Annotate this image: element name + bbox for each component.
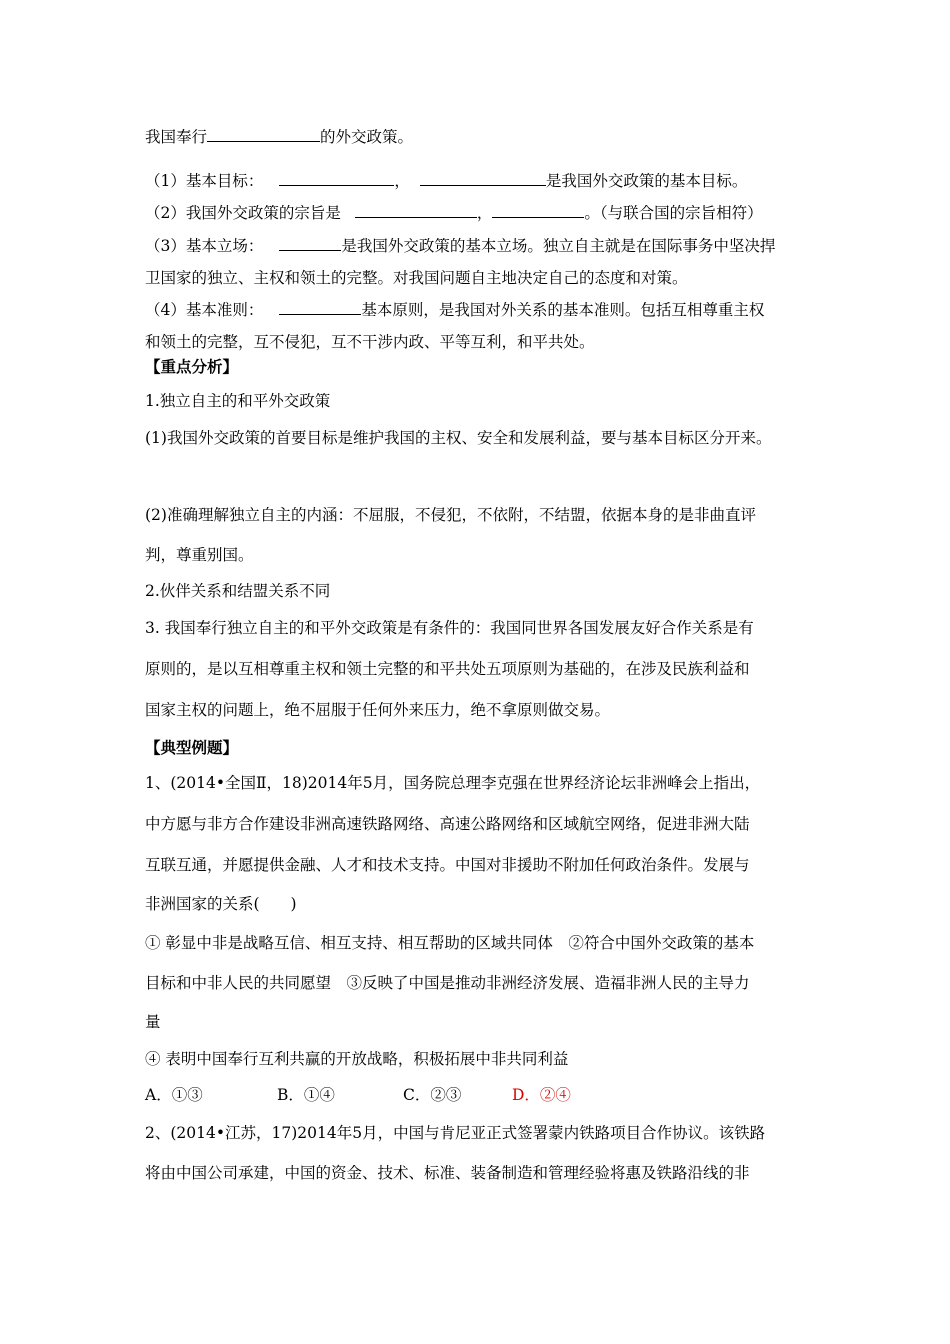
purpose-label: （2）我国外交政策的宗旨是 [145, 204, 341, 222]
stance-label: （3）基本立场： [145, 237, 264, 255]
basic-goal-suffix: 是我国外交政策的基本目标。 [545, 172, 748, 190]
question-2-line-2: 将由中国公司承建，中国的资金、技术、标准、装备制造和管理经验将惠及铁路沿线的非 [145, 1164, 750, 1182]
basic-goal-sep: ， [394, 172, 410, 190]
question-1-statement-line-4: ④ 表明中国奉行互利共赢的开放战略，积极拓展中非共同利益 [145, 1050, 569, 1068]
principle-line-1 [145, 300, 764, 320]
intro-blank[interactable] [207, 127, 320, 142]
question-1-line-2: 中方愿与非方合作建设非洲高速铁路网络、高速公路网络和区域航空网络，促进非洲大陆 [145, 815, 750, 833]
stance-blank[interactable] [279, 236, 341, 251]
purpose-sep: ， [476, 204, 493, 222]
key-point-3-line-2: 原则的，是以互相尊重主权和领土完整的和平共处五项原则为基础的，在涉及民族利益和 [145, 660, 750, 678]
basic-goal-blank-1[interactable] [279, 171, 394, 186]
purpose-blank-1[interactable] [355, 203, 477, 218]
key-point-1-b-line-1: (2)准确理解独立自主的内涵：不屈服，不侵犯，不依附，不结盟，依据本身的是非曲直评 [145, 506, 756, 524]
intro-line [145, 127, 413, 147]
question-2-line-1: 2、(2014•江苏，17)2014年5月，中国与肯尼亚正式签署蒙内铁路项目合作协议。该铁路 [145, 1124, 766, 1142]
basic-goal-label: （1）基本目标： [145, 172, 264, 190]
key-point-3-line-1: 3. 我国奉行独立自主的和平外交政策是有条件的：我国同世界各国发展友好合作关系是有 [145, 619, 754, 637]
intro-prefix: 我国奉行 [145, 128, 208, 146]
stance-suffix: 是我国外交政策的基本立场。独立自主就是在国际事务中坚决捍 [341, 237, 776, 255]
key-point-1-title: 1.独立自主的和平外交政策 [145, 392, 331, 410]
purpose-suffix: 。（与联合国的宗旨相符） [584, 204, 763, 222]
key-point-3-line-3: 国家主权的问题上，绝不屈服于任何外来压力，绝不拿原则做交易。 [145, 701, 611, 719]
question-1-statement-line-1: ① 彰显中非是战略互信、相互支持、相互帮助的区域共同体 ②符合中国外交政策的基本 [145, 934, 755, 952]
question-1-line-4: 非洲国家的关系( ) [145, 895, 297, 913]
purpose-blank-2[interactable] [492, 203, 584, 218]
question-1-line-1: 1、(2014•全国Ⅱ，18)2014年5月，国务院总理李克强在世界经济论坛非洲峰会上指出， [145, 774, 761, 792]
principle-blank[interactable] [279, 300, 361, 315]
principle-line-2: 和领土的完整，互不侵犯，互不干涉内政、平等互利，和平共处。 [145, 333, 595, 351]
stance-line-2: 卫国家的独立、主权和领土的完整。对我国问题自主地决定自己的态度和对策。 [145, 269, 688, 287]
basic-goal-line [145, 171, 747, 191]
question-1-statement-line-2: 目标和中非人民的共同愿望 ③反映了中国是推动非洲经济发展、造福非洲人民的主导力 [145, 974, 750, 992]
purpose-line [145, 203, 763, 223]
basic-goal-blank-2[interactable] [420, 171, 546, 186]
key-point-1-b-line-2: 判，尊重别国。 [145, 546, 254, 564]
key-point-2-title: 2.伙伴关系和结盟关系不同 [145, 582, 331, 600]
question-1-option-d-answer[interactable]: D．②④ [512, 1086, 571, 1104]
question-1-option-b[interactable]: B．①④ [277, 1086, 335, 1104]
key-point-1-a: (1)我国外交政策的首要目标是维护我国的主权、安全和发展利益，要与基本目标区分开来。 [145, 429, 772, 447]
principle-label: （4）基本准则： [145, 301, 264, 319]
principle-suffix: 基本原则，是我国对外关系的基本准则。包括互相尊重主权 [361, 301, 765, 319]
question-1-statement-line-3: 量 [145, 1013, 161, 1031]
question-1-line-3: 互联互通，并愿提供金融、人才和技术支持。中国对非援助不附加任何政治条件。发展与 [145, 856, 750, 874]
examples-heading: 【典型例题】 [145, 738, 239, 757]
intro-suffix: 的外交政策。 [320, 128, 414, 146]
key-analysis-heading: 【重点分析】 [145, 357, 239, 376]
stance-line-1 [145, 236, 775, 256]
question-1-option-a[interactable]: A．①③ [145, 1086, 203, 1104]
question-1-option-c[interactable]: C．②③ [403, 1086, 462, 1104]
